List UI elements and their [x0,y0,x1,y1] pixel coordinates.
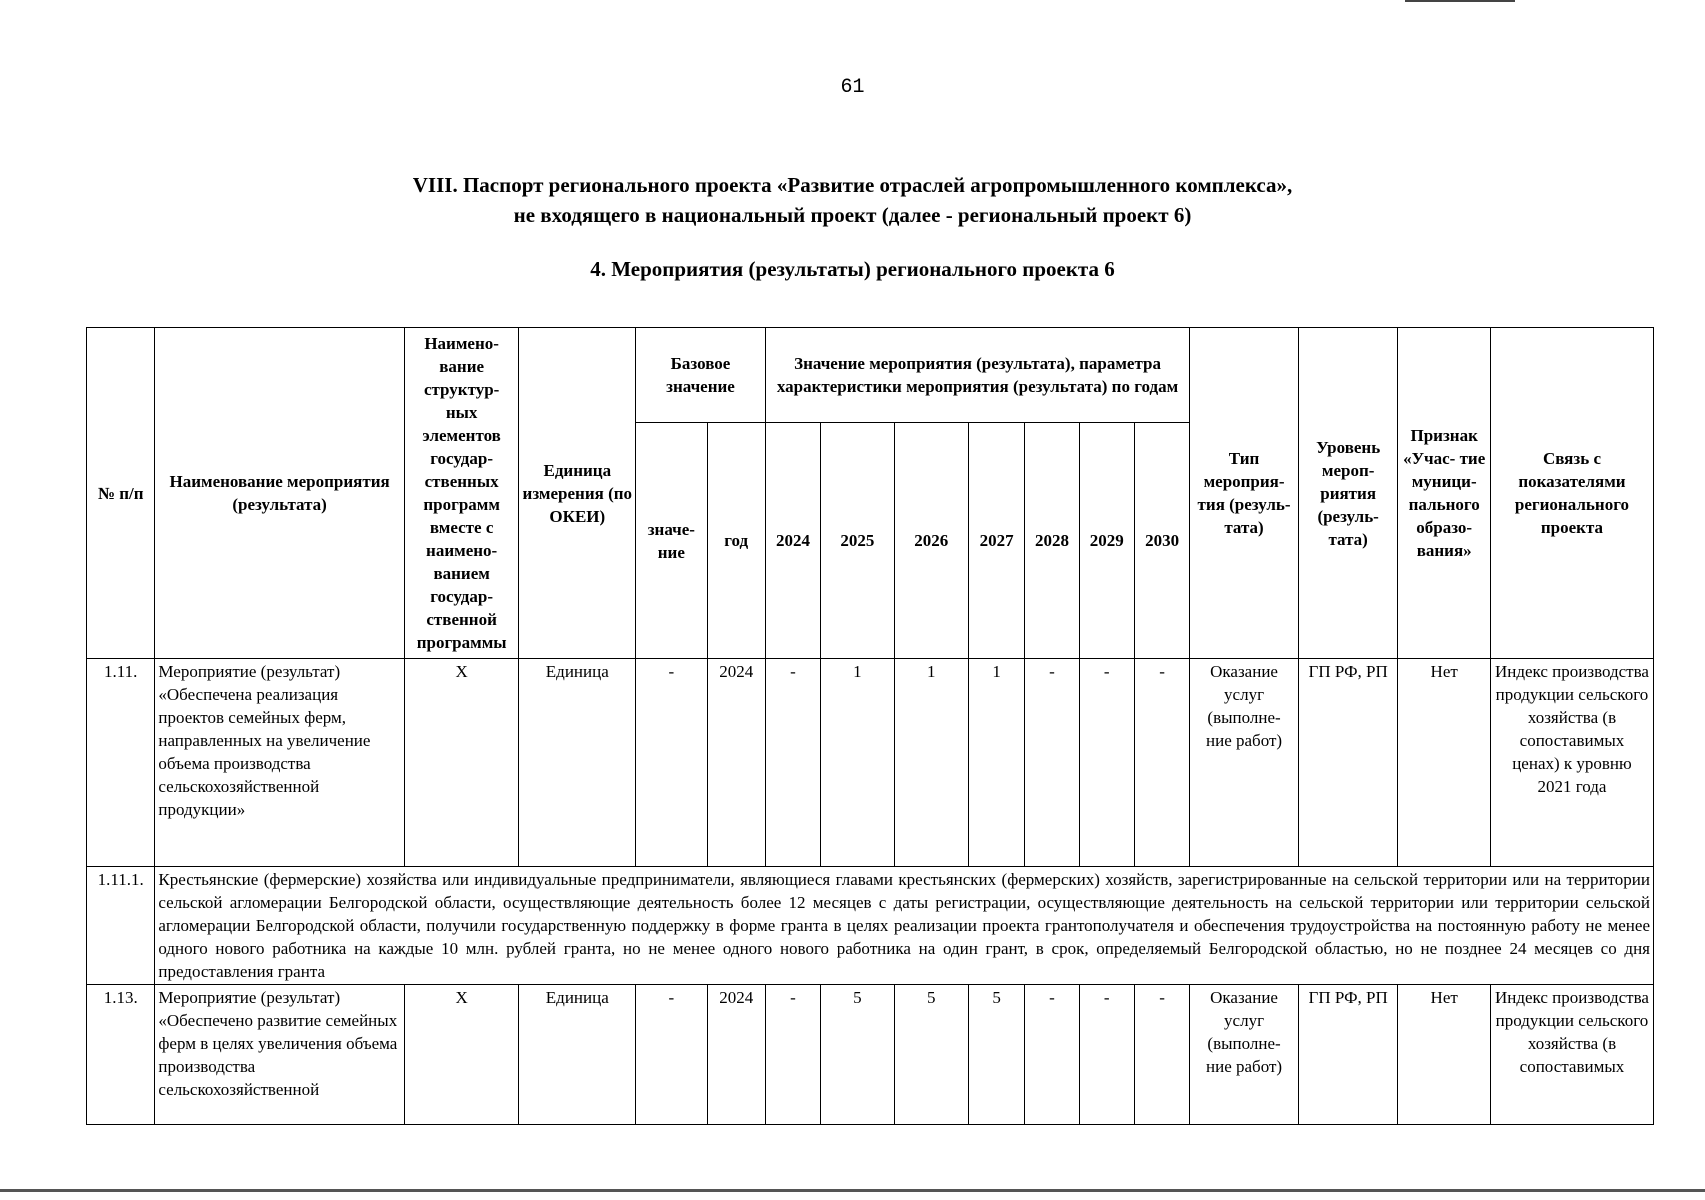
row-base-year: 2024 [707,659,765,867]
header-municipal: Признак «Учас- тие муници- пального образо- вания» [1398,328,1491,659]
row-year-2024: - [765,659,820,867]
header-base-year: год [707,423,765,659]
header-name: Наименование мероприятия (результата) [155,328,404,659]
row-level: ГП РФ, РП [1298,985,1398,1125]
row-year-2028: - [1025,659,1079,867]
top-edge-line [1405,0,1515,2]
row-type: Оказание услуг (выполне- ние работ) [1190,659,1299,867]
row-base-year: 2024 [707,985,765,1125]
header-values-group: Значение мероприятия (результата), параметра характеристики мероприятия (результата) по годам [765,328,1189,423]
row-level: ГП РФ, РП [1298,659,1398,867]
header-base-value: значе- ние [636,423,707,659]
row-unit: Единица [519,659,636,867]
header-year-2026: 2026 [894,423,968,659]
row-municipal: Нет [1398,659,1491,867]
measures-table [86,327,1654,1125]
header-base: Базовое значение [636,328,766,423]
row-name: Мероприятие (результат) «Обеспечено развитие семейных ферм в целях увеличения объема производства сельскохозяйственной [155,985,404,1125]
row-year-2030: - [1134,659,1189,867]
document-title [0,170,1705,230]
header-year-2028: 2028 [1025,423,1079,659]
header-year-2029: 2029 [1079,423,1134,659]
header-year-2024: 2024 [765,423,820,659]
row-year-2029: - [1079,985,1134,1125]
header-year-2025: 2025 [821,423,894,659]
row-year-2030: - [1134,985,1189,1125]
note-num: 1.11.1. [87,867,155,985]
row-link: Индекс производства продукции сельского хозяйства (в сопоставимых ценах) к уровню 2021 года [1490,659,1653,867]
row-struct: X [404,985,519,1125]
table-row [87,985,1654,1125]
row-year-2028: - [1025,985,1079,1125]
header-link: Связь с показателями регионального проекта [1490,328,1653,659]
row-year-2026: 5 [894,985,968,1125]
row-unit: Единица [519,985,636,1125]
header-unit: Единица измерения (по ОКЕИ) [519,328,636,659]
section-subtitle: 4. Мероприятия (результаты) регионального проекта 6 [590,257,1115,281]
header-year-2027: 2027 [969,423,1025,659]
row-base-value: - [636,985,707,1125]
row-year-2027: 5 [969,985,1025,1125]
row-num: 1.11. [87,659,155,867]
header-num: № п/п [87,328,155,659]
title-line-1: VIII. Паспорт регионального проекта «Развитие отраслей агропромышленного комплекса», [412,173,1293,197]
row-struct: X [404,659,519,867]
title-line-2: не входящего в национальный проект (далее - региональный проект 6) [513,203,1192,227]
header-year-2030: 2030 [1134,423,1189,659]
table-note-row [87,867,1654,985]
row-year-2026: 1 [894,659,968,867]
bottom-edge-line [0,1189,1705,1192]
row-base-value: - [636,659,707,867]
row-type: Оказание услуг (выполне- ние работ) [1190,985,1299,1125]
row-name: Мероприятие (результат) «Обеспечена реализация проектов семейных ферм, направленных на увеличение объема производства сельскохозяйственной продукции» [155,659,404,867]
row-year-2025: 1 [821,659,894,867]
header-level: Уровень мероп- риятия (резуль- тата) [1298,328,1398,659]
row-year-2029: - [1079,659,1134,867]
row-year-2027: 1 [969,659,1025,867]
table-row [87,659,1654,867]
row-year-2025: 5 [821,985,894,1125]
row-municipal: Нет [1398,985,1491,1125]
row-num: 1.13. [87,985,155,1125]
header-type: Тип мероприя- тия (резуль- тата) [1190,328,1299,659]
page-number: 61 [840,76,865,99]
row-link: Индекс производства продукции сельского хозяйства (в сопоставимых [1490,985,1653,1125]
note-text: Крестьянские (фермерские) хозяйства или индивидуальные предприниматели, являющиеся главами крестьянских (фермерских) хозяйств, зарегистрированные на сельской территории или на территории сельской агломерации Белгородской области, осуществляющие деятельность более 12 месяцев с даты регистрации, осуществляющие деятельность на сельской территории или территории сельской агломерации Белгородской области, получили государственную поддержку в форме гранта в целях реализации проекта грантополучателя и обеспечения трудоустройства на постоянную работу не менее одного нового работника на каждые 10 млн. рублей гранта, но не менее одного нового работника на один грант, в срок, определяемый Белгородской областью, но не позднее 24 месяцев со дня предоставления гранта [155,867,1654,985]
header-struct: Наимено- вание структур- ных элементов государ- ственных программ вместе с наимено- ванием государ- ственной программы [404,328,519,659]
row-year-2024: - [765,985,820,1125]
